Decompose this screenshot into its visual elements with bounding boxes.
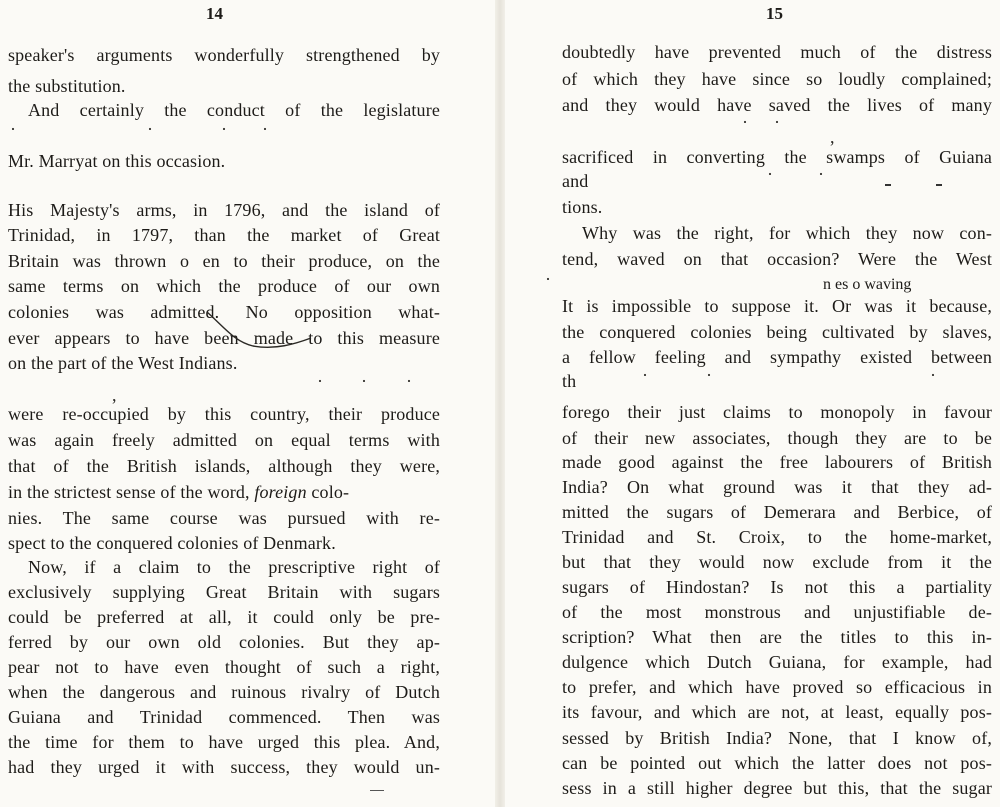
- dot-mark: ·: [147, 119, 153, 139]
- text-fragment: n es o waving: [823, 276, 912, 293]
- text-line: Why was the right, for which they now con-: [582, 223, 992, 243]
- text-line: Mr. Marryat on this occasion.: [8, 151, 226, 171]
- text-line: its favour, and which are not, at least, equally pos-: [562, 702, 992, 722]
- text-line: were re-occupied by this country, their produce: [8, 404, 440, 424]
- dot-mark: ,: [112, 385, 117, 405]
- dot-mark: ·: [10, 119, 16, 139]
- text-line: of their new associates, though they are to be: [562, 428, 992, 448]
- text-line: ferred by our own old colonies. But they ap-: [8, 632, 440, 652]
- text-line: And certainly the conduct of the legislature: [28, 100, 440, 120]
- text-line: a fellow feeling and sympathy existed between: [562, 347, 992, 367]
- text-line: It is impossible to suppose it. Or was it because,: [562, 296, 992, 316]
- text-line: to prefer, and which have proved so efficacious in: [562, 677, 992, 697]
- dot-mark: ·: [406, 371, 412, 391]
- right-page: [505, 0, 1000, 807]
- page-number: 15: [766, 4, 783, 23]
- ink-mark: [885, 184, 891, 186]
- text-line: that of the British islands, although they were,: [8, 456, 440, 476]
- text-line: but that they would now exclude from it the: [562, 552, 992, 572]
- text-line: of which they have since so loudly complained;: [562, 69, 992, 89]
- text-line: the conquered colonies being cultivated by slaves,: [562, 322, 992, 342]
- text-line: the substitution.: [8, 76, 126, 96]
- text-line: colonies was admitted. No opposition what-: [8, 302, 440, 322]
- text-line: exclusively supplying Great Britain with sugars: [8, 582, 440, 602]
- text-line: of the most monstrous and unjustifiable de-: [562, 602, 992, 622]
- text-line: could be preferred at all, it could only be pre-: [8, 607, 440, 627]
- text-line: on the part of the West Indians.: [8, 353, 238, 373]
- text-line: Guiana and Trinidad commenced. Then was: [8, 707, 440, 727]
- text-line: can be pointed out which the latter does not pos-: [562, 753, 992, 773]
- page-number: 14: [206, 4, 223, 23]
- dot-mark: ·: [742, 112, 748, 132]
- text-line: mitted the sugars of Demerara and Berbice, of: [562, 502, 992, 522]
- dot-mark: ·: [361, 371, 367, 391]
- dot-mark: ·: [818, 164, 824, 184]
- text-line: made good against the free labourers of British: [562, 452, 992, 472]
- text-line: scription? What then are the titles to this in-: [562, 627, 992, 647]
- dot-mark: ·: [930, 365, 936, 385]
- text-line: pear not to have even thought of such a right,: [8, 657, 440, 677]
- text-line: sess in a still higher degree but this, that the sugar: [562, 778, 992, 798]
- text-line: had they urged it with success, they would un-: [8, 757, 440, 777]
- text-line: sacrificed in converting the swamps of Guiana: [562, 147, 992, 167]
- italic-word: foreign: [254, 482, 307, 502]
- dot-mark: ·: [545, 269, 551, 289]
- dot-mark: ,: [830, 127, 835, 147]
- ink-stroke-mark: [205, 308, 315, 353]
- text-line: dulgence which Dutch Guiana, for example, had: [562, 652, 992, 672]
- text-line: and they would have saved the lives of many: [562, 95, 992, 115]
- text-line: nies. The same course was pursued with re-: [8, 508, 440, 528]
- text-line: Trinidad and St. Croix, to the home-market,: [562, 527, 992, 547]
- dot-mark: ·: [221, 119, 227, 139]
- text-line: doubtedly have prevented much of the distress: [562, 42, 992, 62]
- left-page: [0, 0, 495, 807]
- text-line: th: [562, 371, 577, 391]
- text-line: Now, if a claim to the prescriptive right of: [28, 557, 440, 577]
- text-line: speaker's arguments wonderfully strengthened by: [8, 45, 440, 65]
- ink-mark: [936, 184, 942, 186]
- dot-mark: ·: [767, 164, 773, 184]
- text-line: Britain was thrown o en to their produce, on the: [8, 251, 440, 271]
- text-line: same terms on which the produce of our own: [8, 276, 440, 296]
- text-line: ever appears to have been made to this measure: [8, 328, 440, 348]
- text-line: forego their just claims to monopoly in favour: [562, 402, 992, 422]
- ink-mark: [370, 790, 384, 791]
- dot-mark: ·: [706, 365, 712, 385]
- text-line: sessed by British India? None, that I know of,: [562, 728, 992, 748]
- text-line: Trinidad, in 1797, than the market of Great: [8, 225, 440, 245]
- text-line: India? On what ground was it that they ad-: [562, 477, 992, 497]
- text-line: His Majesty's arms, in 1796, and the island of: [8, 200, 440, 220]
- book-gutter: [495, 0, 505, 807]
- text-line: was again freely admitted on equal terms with: [8, 430, 440, 450]
- text-line: tend, waved on that occasion? Were the West: [562, 249, 992, 269]
- text-line: the time for them to have urged this plea. And,: [8, 732, 440, 752]
- text-line: when the dangerous and ruinous rivalry of Dutch: [8, 682, 440, 702]
- dot-mark: ·: [774, 112, 780, 132]
- text-line: in the strictest sense of the word, foreign colo-: [8, 482, 350, 502]
- text-line: sugars of Hindostan? Is not this a partiality: [562, 577, 992, 597]
- text-line: spect to the conquered colonies of Denmark.: [8, 533, 336, 553]
- dot-mark: ·: [262, 119, 268, 139]
- text-line: and: [562, 171, 589, 191]
- dot-mark: ·: [317, 371, 323, 391]
- dot-mark: ·: [642, 365, 648, 385]
- text-line: tions.: [562, 197, 603, 217]
